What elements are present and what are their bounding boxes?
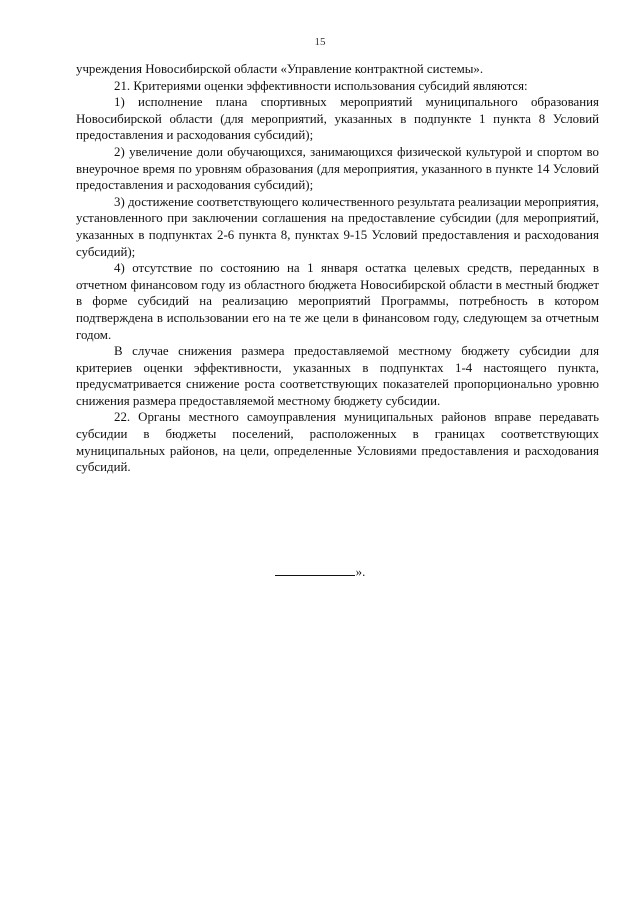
closing-line: [0, 565, 640, 580]
paragraph-subitem-1: 1) исполнение плана спортивных мероприятий муниципального образования Новосибирской области (для мероприятий, указанных в подпункте 1 пункта 8 Условий предоставления и расходования субсидий);: [76, 95, 599, 143]
paragraph-subitem-4: 4) отсутствие по состоянию на 1 января остатка целевых средств, переданных в отчетном финансовом году из областного бюджета Новосибирской области в местный бюджет в форме субсидий на реализацию мероприятий Программы, потребность в котором подтверждена в использовании его на те же цели в финансовом году, следующем за отчетным годом.: [76, 261, 599, 342]
closing-mark: ».: [355, 565, 366, 579]
paragraph-item-21: 21. Критериями оценки эффективности использования субсидий являются:: [114, 78, 528, 93]
paragraph-subitem-2: 2) увеличение доли обучающихся, занимающихся физической культурой и спортом во внеурочное время по уровням образования (для мероприятия, указанного в пункте 14 Условий предоставления и расходования субсидий);: [76, 144, 599, 193]
closing-rule: [275, 575, 355, 576]
paragraph-continuation: учреждения Новосибирской области «Управление контрактной системы».: [76, 62, 484, 76]
paragraph-item-22: 22. Органы местного самоуправления муниципальных районов вправе передавать субсидии в бюджеты поселений, расположенных в границах соответствующих муниципальных районов, на цели, определенные Условиями предоставления и расходования субсидий.: [76, 410, 599, 475]
paragraph-reduction-note: В случае снижения размера предоставляемой местному бюджету субсидии для критериев оценки эффективности, указанных в подпунктах 1-4 настоящего пункта, предусматривается снижение роста соответствующих показателей пропорционально уровню снижения размера предоставляемой местному бюджету субсидии.: [76, 344, 599, 408]
page-number: 15: [314, 36, 326, 48]
document-body: [76, 61, 599, 476]
paragraph-subitem-3: 3) достижение соответствующего количественного результата реализации мероприятия, установленного при заключении соглашения на предоставление субсидии (для мероприятий, указанных в подпунктах 2-6 пункта 8, пунктах 9-15 Условий предоставления и расходования субсидий);: [76, 194, 600, 259]
